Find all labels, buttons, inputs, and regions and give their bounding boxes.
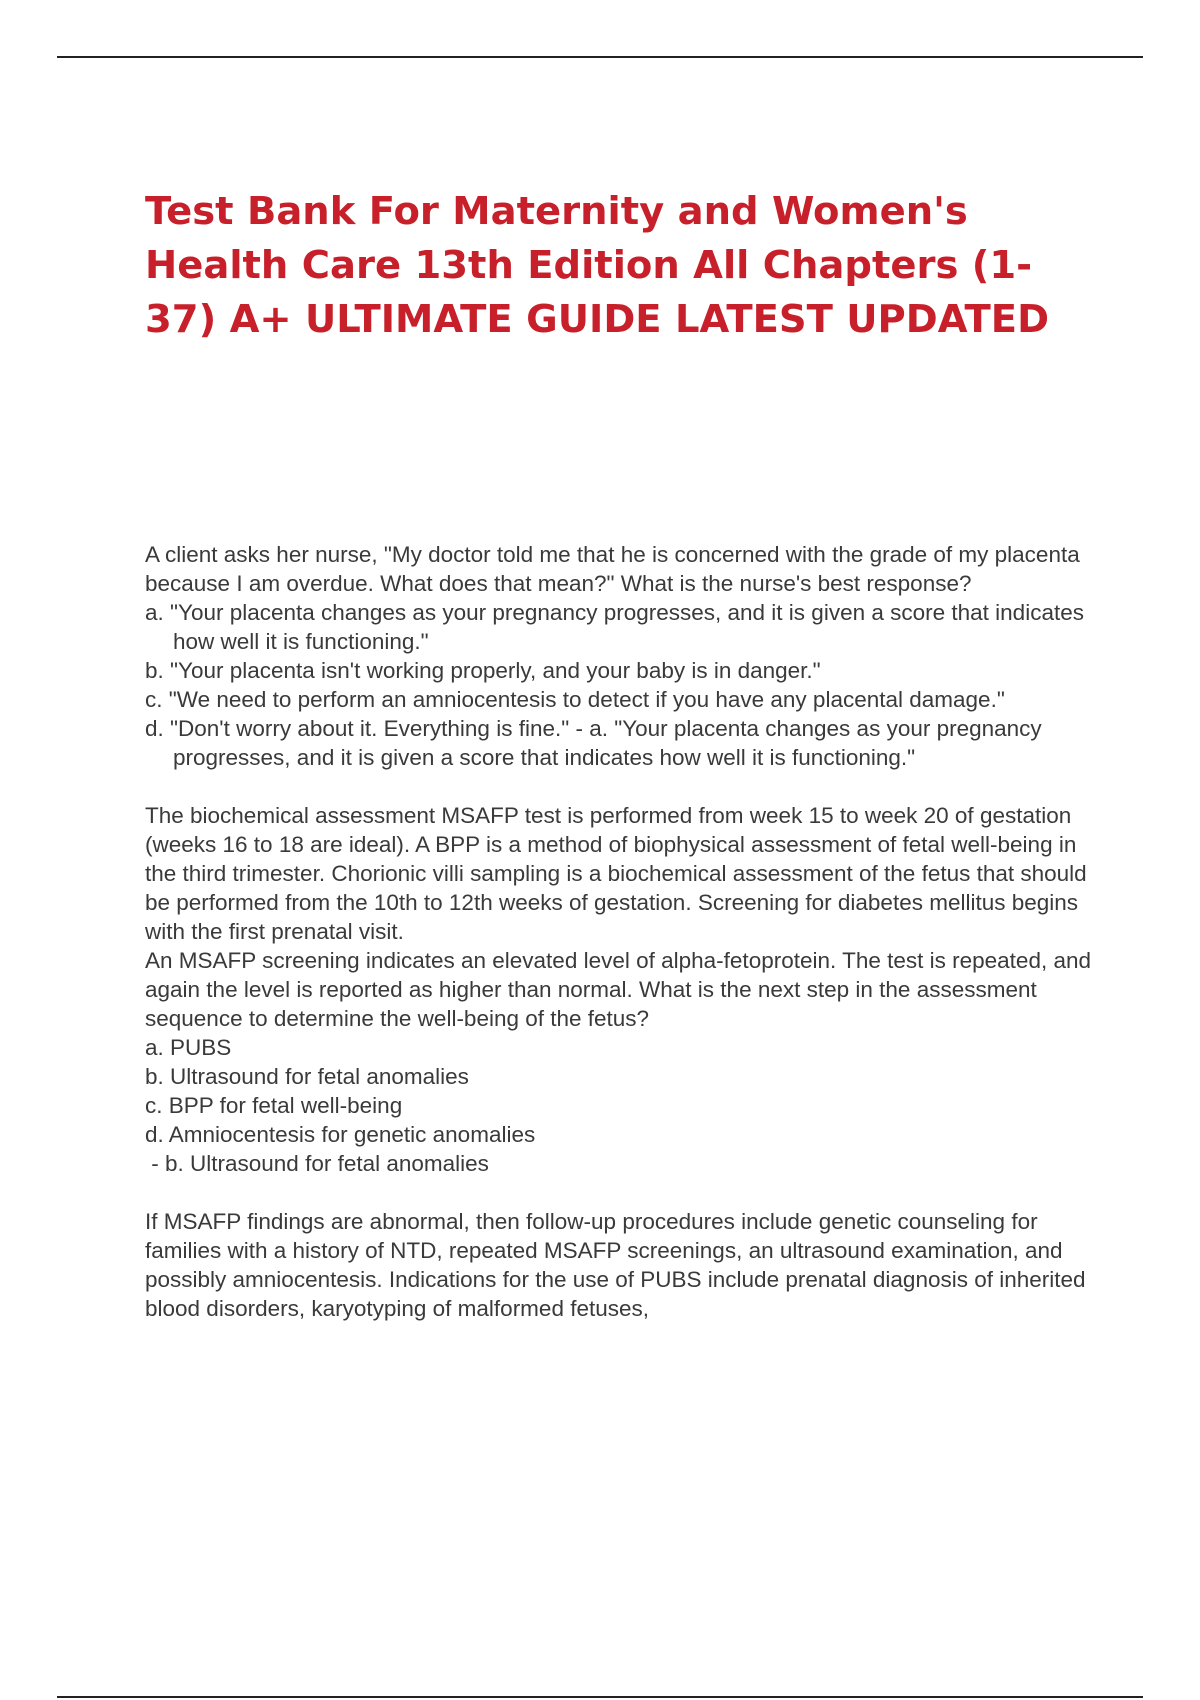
- bottom-rule: [57, 1696, 1143, 1698]
- question-1-option-b: b. "Your placenta isn't working properly, and your baby is in danger.": [145, 658, 821, 683]
- question-2-option-d: d. Amniocentesis for genetic anomalies: [145, 1122, 536, 1147]
- question-2-option-a: a. PUBS: [145, 1035, 232, 1060]
- question-2: [145, 946, 1095, 1178]
- question-2-option-c: c. BPP for fetal well-being: [145, 1093, 403, 1118]
- top-rule: [57, 56, 1143, 58]
- document-body: [145, 540, 1095, 1323]
- question-2-answer: - b. Ultrasound for fetal anomalies: [145, 1151, 489, 1176]
- question-2-option-b: b. Ultrasound for fetal anomalies: [145, 1064, 469, 1089]
- question-1-text: A client asks her nurse, "My doctor told me that he is concerned with the grade of my placenta because I am overdue. What does that mean?" What is the nurse's best response?: [145, 542, 1080, 596]
- question-1-option-a: a. "Your placenta changes as your pregnancy progresses, and it is given a score that indicates how well it is functioning.": [145, 600, 1084, 654]
- rationale-2: If MSAFP findings are abnormal, then follow-up procedures include genetic counseling for families with a history of NTD, repeated MSAFP screenings, an ultrasound examination, and possibly amniocentesis. Indications for the use of PUBS include prenatal diagnosis of inherited blood disorders, karyotyping of malformed fetuses,: [145, 1209, 1086, 1321]
- question-1: [145, 540, 1095, 772]
- question-1-option-c: c. "We need to perform an amniocentesis to detect if you have any placental damage.": [145, 687, 1005, 712]
- question-2-text: An MSAFP screening indicates an elevated level of alpha-fetoprotein. The test is repeated, and again the level is reported as higher than normal. What is the next step in the assessment sequence to determine the well-being of the fetus?: [145, 948, 1091, 1031]
- rationale-1: The biochemical assessment MSAFP test is performed from week 15 to week 20 of gestation (weeks 16 to 18 are ideal). A BPP is a method of biophysical assessment of fetal well-being in the third trimester. Chorionic villi sampling is a biochemical assessment of the fetus that should be performed from the 10th to 12th weeks of gestation. Screening for diabetes mellitus begins with the first prenatal visit.: [145, 803, 1087, 944]
- question-1-option-d: d. "Don't worry about it. Everything is fine." - a. "Your placenta changes as your pregnancy progresses, and it is given a score that indicates how well it is functioning.": [145, 716, 1042, 770]
- document-title: Test Bank For Maternity and Women's Health Care 13th Edition All Chapters (1-37) A+ ULTIMATE GUIDE LATEST UPDATED: [145, 189, 1050, 342]
